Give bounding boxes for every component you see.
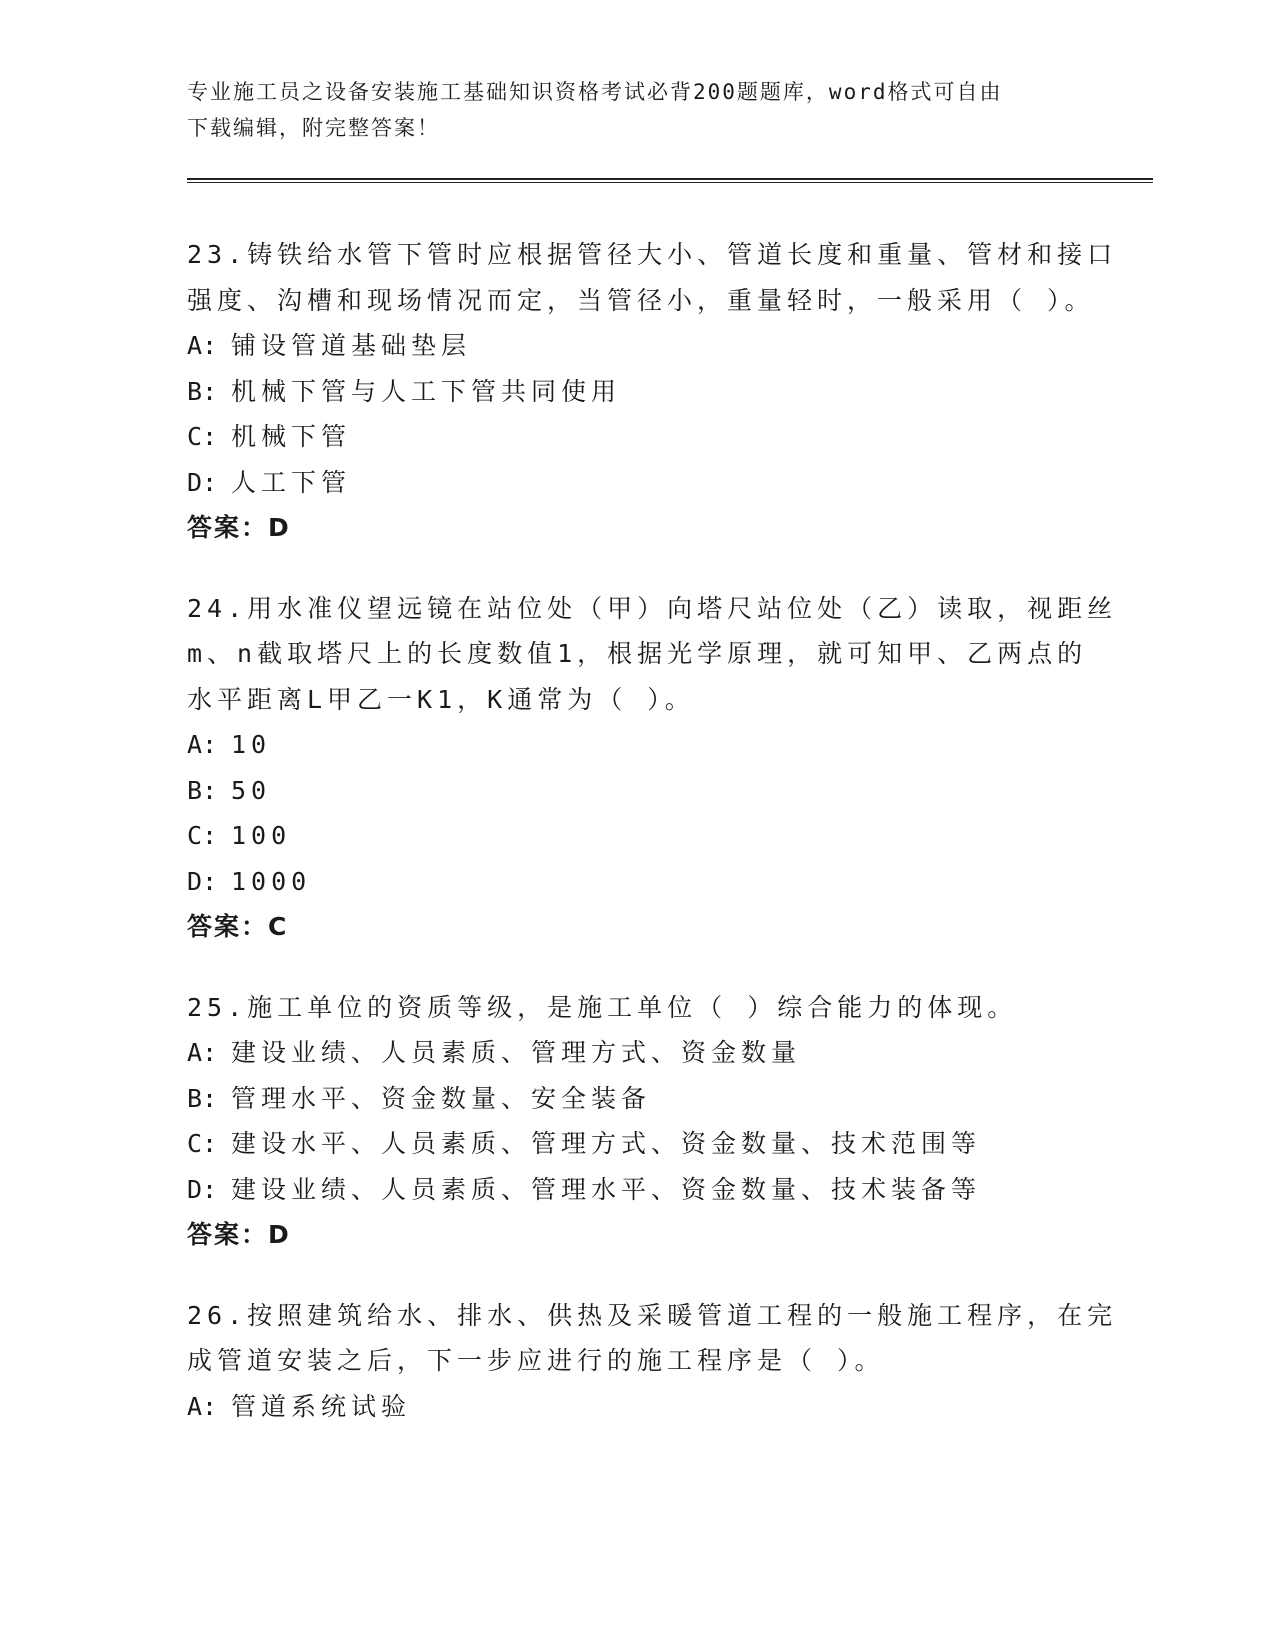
option-text: 10 (231, 730, 272, 759)
question-stem-line: 26.按照建筑给水、排水、供热及采暖管道工程的一般施工程序，在完 (187, 1300, 1118, 1330)
question-stem-line: 强度、沟槽和现场情况而定，当管径小，重量轻时，一般采用（ ）。 (187, 285, 1095, 315)
question-23 (187, 232, 1118, 551)
option-c (187, 1121, 1087, 1167)
option-text: 管道系统试验 (231, 1391, 412, 1421)
option-text: 1000 (231, 866, 312, 896)
header-divider-thick (187, 178, 1153, 180)
option-a (187, 1384, 1087, 1430)
option-b (187, 1076, 1087, 1122)
option-letter: D: (187, 1174, 218, 1204)
option-letter: B: (187, 376, 218, 406)
question-stem-line: m、n截取塔尺上的长度数值1，根据光学原理，就可知甲、乙两点的 (187, 639, 1088, 668)
question-stem-line: 24.用水准仪望远镜在站位处（甲）向塔尺站位处（乙）读取，视距丝 (187, 593, 1118, 623)
option-text: 管理水平、资金数量、安全装备 (231, 1083, 652, 1113)
option-text: 建设业绩、人员素质、管理方式、资金数量 (231, 1038, 802, 1067)
option-letter: A: (187, 730, 218, 759)
option-text: 机械下管与人工下管共同使用 (231, 376, 622, 406)
option-letter: A: (187, 1391, 218, 1421)
option-d (187, 460, 1087, 506)
option-text: 100 (231, 821, 292, 850)
header-line-2: 下载编辑，附完整答案！ (187, 116, 440, 140)
answer-line: 答案：C (187, 912, 289, 941)
document-header (187, 74, 1087, 146)
option-b (187, 768, 1087, 814)
option-a (187, 1030, 1087, 1076)
option-a (187, 722, 1087, 768)
option-letter: A: (187, 331, 218, 360)
header-line-1: 专业施工员之设备安装施工基础知识资格考试必背200题题库，word格式可自由 (187, 80, 1003, 104)
option-letter: D: (187, 866, 218, 896)
option-letter: C: (187, 1129, 218, 1158)
option-letter: B: (187, 1083, 218, 1113)
question-stem-line: 25.施工单位的资质等级，是施工单位（ ）综合能力的体现。 (187, 992, 1018, 1022)
option-d (187, 1167, 1087, 1213)
question-25 (187, 985, 1087, 1258)
option-a (187, 323, 1087, 369)
option-text: 50 (231, 775, 272, 805)
question-24 (187, 586, 1118, 950)
option-letter: B: (187, 775, 218, 805)
question-stem-line: 成管道安装之后，下一步应进行的施工程序是（ ）。 (187, 1346, 885, 1375)
question-stem-line: 水平距离L甲乙一K1，K通常为（ ）。 (187, 684, 695, 714)
option-text: 人工下管 (231, 467, 352, 497)
option-text: 铺设管道基础垫层 (231, 331, 472, 360)
header-divider-thin (187, 182, 1153, 183)
question-stem-line: 23.铸铁给水管下管时应根据管径大小、管道长度和重量、管材和接口 (187, 240, 1118, 269)
answer-line: 答案：D (187, 513, 291, 542)
option-letter: D: (187, 467, 218, 497)
question-26 (187, 1293, 1118, 1430)
option-c (187, 813, 1087, 859)
option-d (187, 859, 1087, 905)
option-text: 建设水平、人员素质、管理方式、资金数量、技术范围等 (231, 1129, 982, 1158)
option-text: 建设业绩、人员素质、管理水平、资金数量、技术装备等 (231, 1174, 982, 1204)
option-b (187, 369, 1087, 415)
option-letter: C: (187, 422, 218, 451)
answer-line: 答案：D (187, 1220, 291, 1249)
option-letter: C: (187, 821, 218, 850)
option-letter: A: (187, 1038, 218, 1067)
option-text: 机械下管 (231, 422, 352, 451)
option-c (187, 414, 1087, 460)
question-list (187, 232, 1118, 1464)
